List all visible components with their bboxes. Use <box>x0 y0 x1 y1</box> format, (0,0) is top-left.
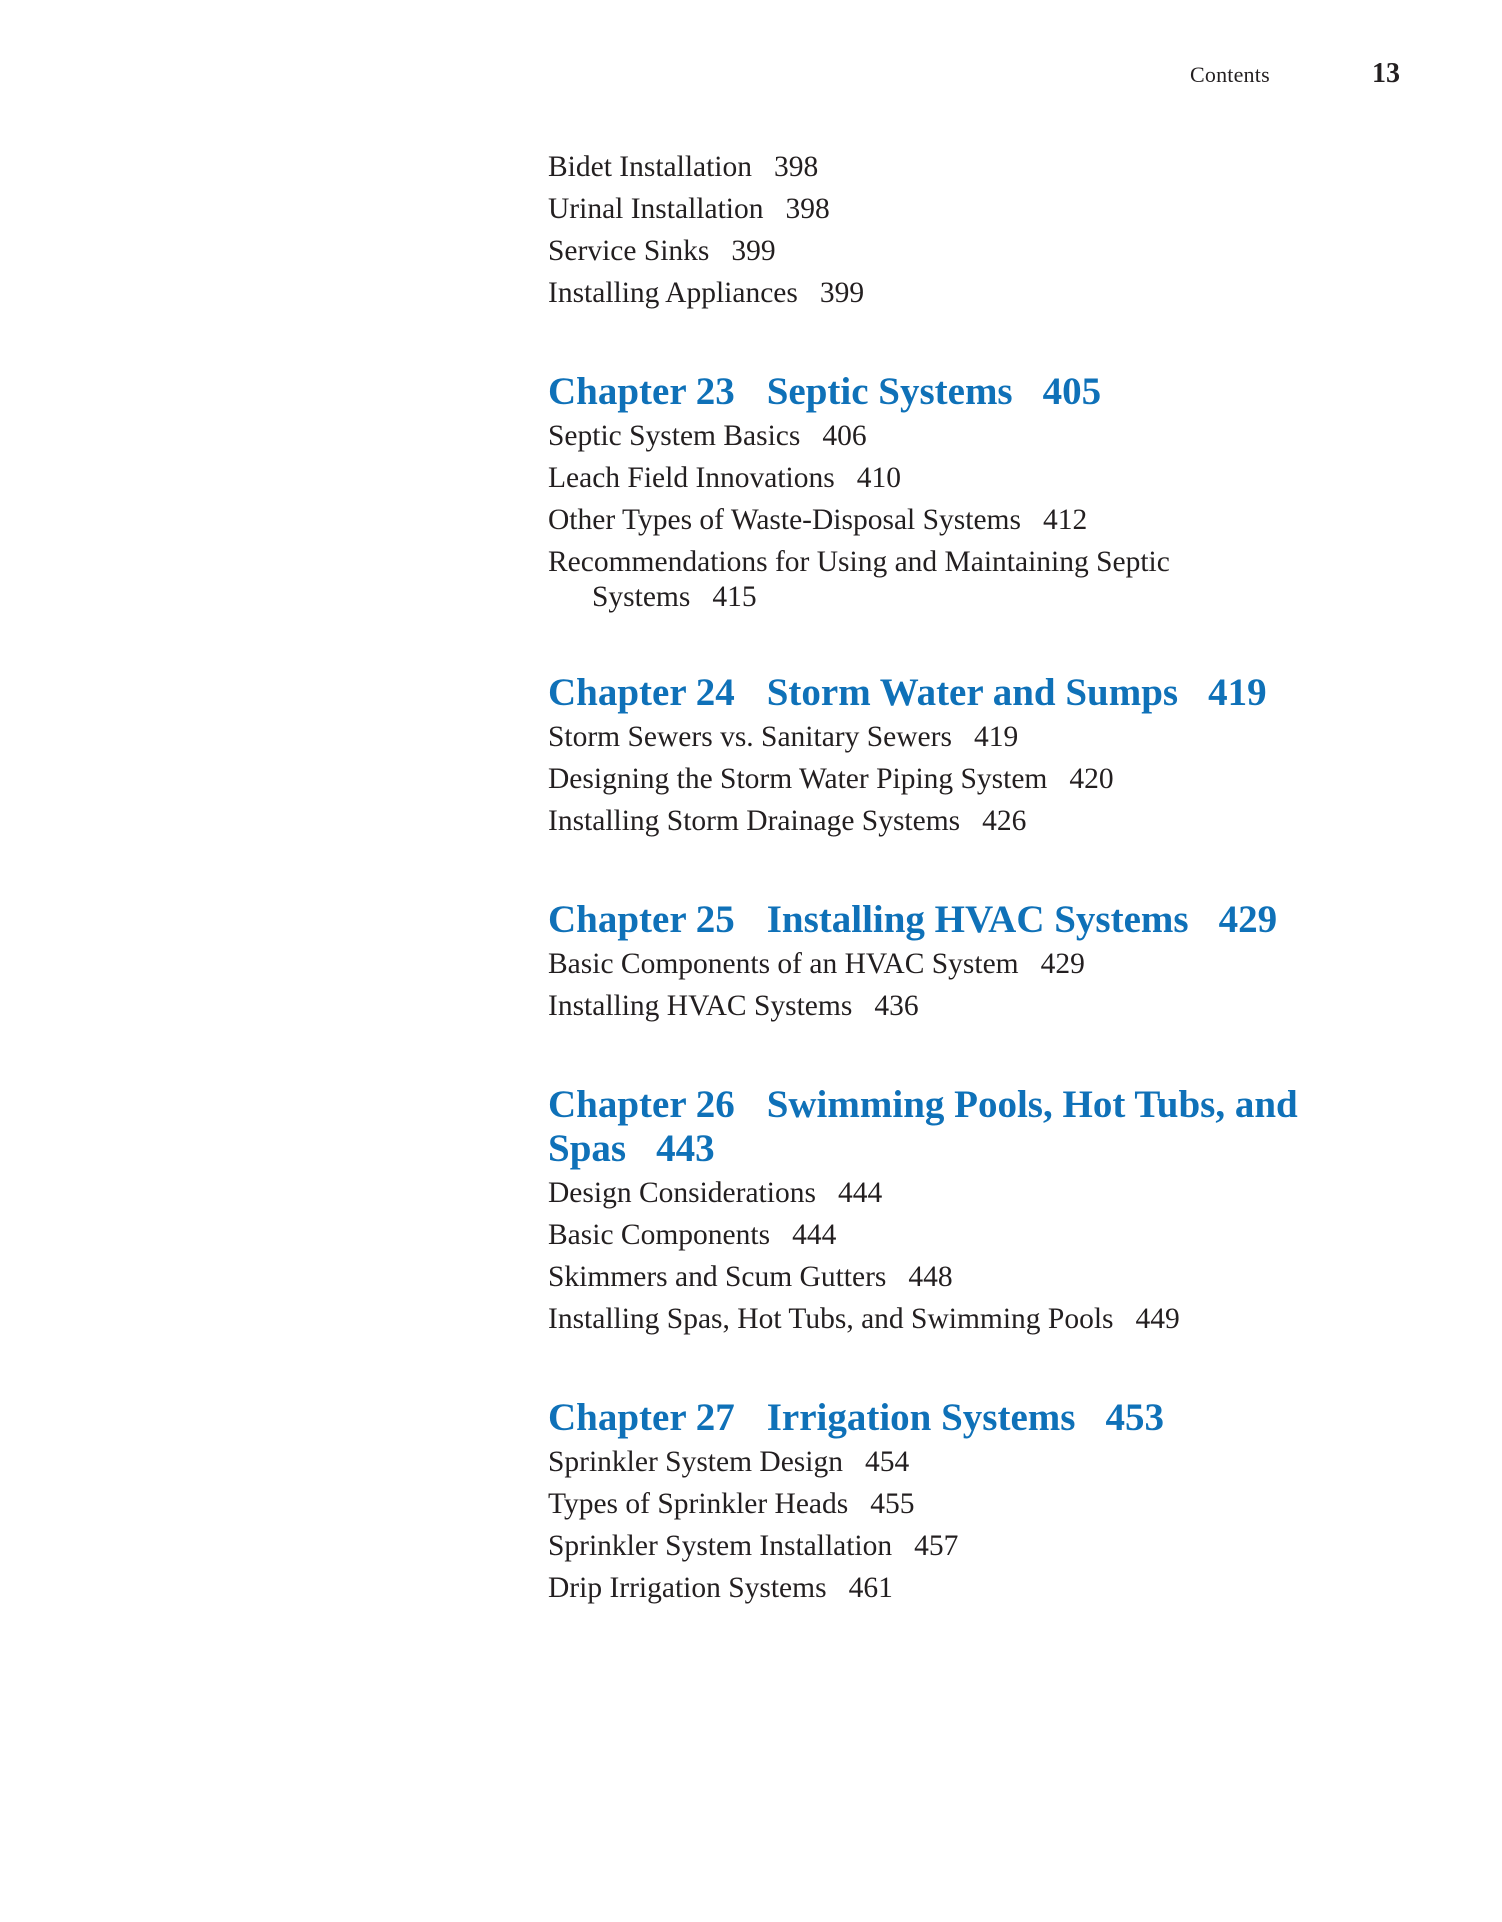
entry-page: 444 <box>792 1219 837 1251</box>
entry-page: 419 <box>973 721 1019 753</box>
entry-page: 398 <box>785 193 830 225</box>
chapter-title: Irrigation Systems <box>766 1396 1076 1439</box>
toc-entry[interactable] <box>548 800 1378 842</box>
entry-title: Basic Components <box>548 1219 771 1251</box>
chapter-heading[interactable] <box>548 1083 1378 1171</box>
chapter-title: Swimming Pools, Hot Tubs, and Spas <box>548 1083 1298 1170</box>
chapter-23-block <box>548 370 1378 615</box>
chapter-number: Chapter 26 <box>548 1083 735 1126</box>
toc-entry[interactable] <box>548 499 1378 541</box>
entry-title: Design Considerations <box>548 1177 816 1209</box>
chapter-heading[interactable] <box>548 1396 1378 1440</box>
chapter-number: Chapter 25 <box>548 898 735 941</box>
entry-page: 399 <box>819 277 865 309</box>
toc-entry[interactable] <box>548 716 1378 758</box>
entry-title: Leach Field Innovations <box>548 462 835 494</box>
chapter-title: Septic Systems <box>766 370 1013 413</box>
entry-title: Storm Sewers vs. Sanitary Sewers <box>548 721 952 753</box>
toc-entry[interactable] <box>548 985 1378 1027</box>
toc-entry[interactable] <box>548 1441 1378 1483</box>
chapter-26-block <box>548 1083 1378 1340</box>
toc-entry[interactable] <box>548 272 1378 314</box>
entry-page: 448 <box>908 1261 953 1293</box>
chapter-heading[interactable] <box>548 898 1378 942</box>
chapter-number: Chapter 23 <box>548 370 735 413</box>
chapter-number: Chapter 24 <box>548 671 735 714</box>
chapter-24-block <box>548 671 1378 842</box>
toc-entry[interactable] <box>548 457 1378 499</box>
entry-page: 455 <box>870 1488 915 1520</box>
chapter-title: Installing HVAC Systems <box>766 898 1189 941</box>
toc-entry[interactable] <box>548 1172 1378 1214</box>
toc-entry[interactable] <box>548 188 1378 230</box>
running-head: Contents <box>1190 62 1270 87</box>
entry-title: Septic System Basics <box>548 420 801 452</box>
entry-page: 444 <box>837 1177 883 1209</box>
chapter-page: 443 <box>656 1127 715 1170</box>
chapter-page: 419 <box>1208 671 1267 714</box>
entry-title: Service Sinks <box>548 235 710 267</box>
entry-page: 436 <box>874 990 919 1022</box>
entry-page: 461 <box>848 1572 893 1604</box>
chapter-heading[interactable] <box>548 370 1378 414</box>
entry-title: Basic Components of an HVAC System <box>548 948 1019 980</box>
entry-page: 406 <box>822 420 867 452</box>
chapter-number: Chapter 27 <box>548 1396 735 1439</box>
chapter-page: 405 <box>1042 370 1102 413</box>
toc-entry[interactable] <box>548 1483 1378 1525</box>
entry-title: Skimmers and Scum Gutters <box>548 1261 887 1293</box>
entry-title: Bidet Installation <box>548 151 753 183</box>
chapter-page: 429 <box>1218 898 1278 941</box>
toc-entry[interactable] <box>548 1214 1378 1256</box>
leading-entries <box>548 146 1378 314</box>
entry-page: 457 <box>914 1530 959 1562</box>
chapter-page: 453 <box>1105 1396 1164 1439</box>
entry-page: 410 <box>856 462 901 494</box>
entry-title: Sprinkler System Installation <box>548 1530 893 1562</box>
entry-title: Installing Storm Drainage Systems <box>548 805 961 837</box>
entry-title: Urinal Installation <box>548 193 764 225</box>
toc-entry[interactable] <box>548 230 1378 272</box>
entry-title: Recommendations for Using and Maintaining Septic Systems <box>548 546 1170 613</box>
entry-page: 426 <box>982 805 1027 837</box>
entry-title: Types of Sprinkler Heads <box>548 1488 849 1520</box>
entry-title: Other Types of Waste-Disposal Systems <box>548 504 1021 536</box>
chapter-title: Storm Water and Sumps <box>766 671 1179 714</box>
entry-page: 429 <box>1040 948 1085 980</box>
entry-page: 399 <box>731 235 776 267</box>
toc-entry[interactable] <box>548 1567 1378 1609</box>
page-number: 13 <box>1372 58 1400 89</box>
entry-page: 420 <box>1069 763 1114 795</box>
toc-entry[interactable] <box>548 146 1378 188</box>
toc-entry[interactable] <box>548 1525 1378 1567</box>
toc-entry[interactable] <box>548 758 1378 800</box>
entry-page: 398 <box>774 151 819 183</box>
entry-title: Drip Irrigation Systems <box>548 1572 827 1604</box>
toc-entry[interactable] <box>548 415 1378 457</box>
entry-page: 412 <box>1042 504 1088 536</box>
entry-page: 454 <box>865 1446 910 1478</box>
entry-title: Sprinkler System Design <box>548 1446 843 1478</box>
chapter-25-block <box>548 898 1378 1027</box>
entry-title: Designing the Storm Water Piping System <box>548 763 1048 795</box>
toc-entry[interactable] <box>548 1298 1378 1340</box>
toc-entry[interactable] <box>548 1256 1378 1298</box>
chapter-27-block <box>548 1396 1378 1609</box>
entry-page: 449 <box>1135 1303 1180 1335</box>
toc-entry[interactable] <box>548 943 1378 985</box>
entry-title: Installing Appliances <box>548 277 798 309</box>
entry-page: 415 <box>712 581 757 613</box>
entry-title: Installing Spas, Hot Tubs, and Swimming Pools <box>548 1303 1114 1335</box>
table-of-contents <box>548 146 1378 1609</box>
chapter-heading[interactable] <box>548 671 1378 715</box>
entry-title: Installing HVAC Systems <box>548 990 853 1022</box>
toc-entry[interactable] <box>548 545 1312 615</box>
